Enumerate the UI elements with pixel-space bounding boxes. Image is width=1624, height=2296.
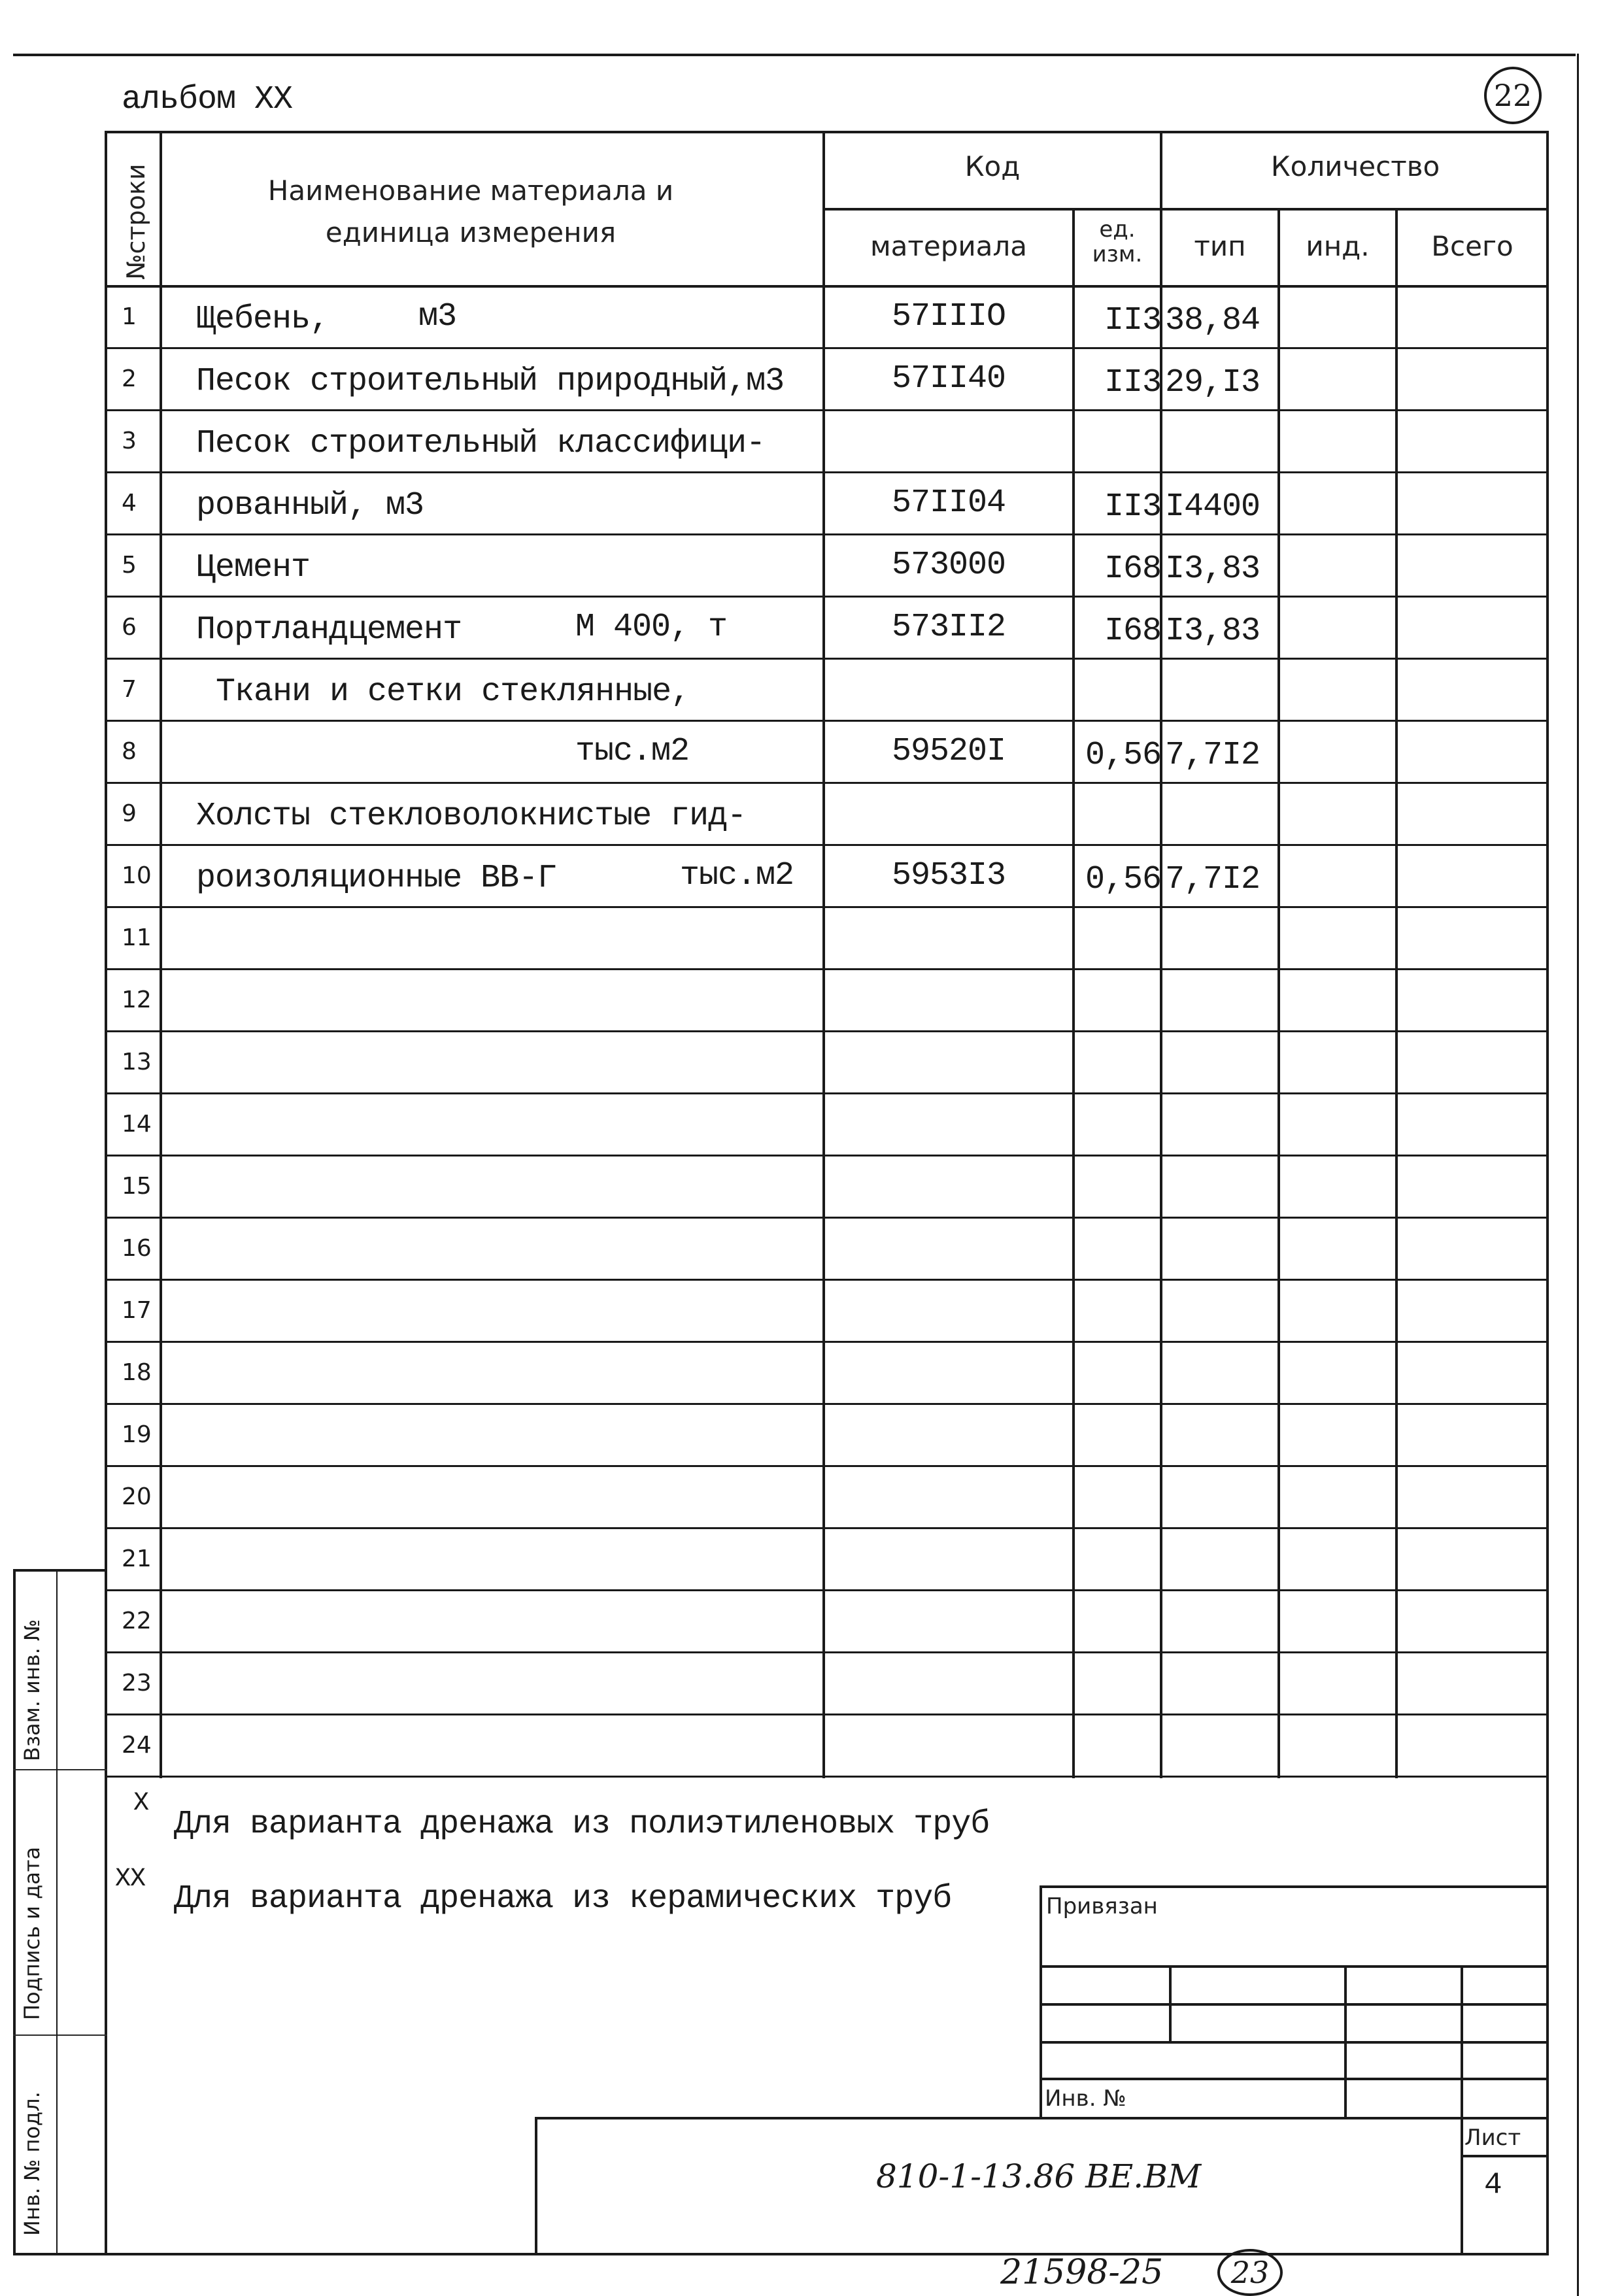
row-divider xyxy=(105,596,1549,598)
row-material-name: Цемент xyxy=(196,549,311,586)
footnote-1-mark: Х xyxy=(133,1789,149,1818)
title-block-left xyxy=(535,2117,537,2254)
header-qty-total: Всего xyxy=(1431,230,1514,262)
row-divider xyxy=(105,1527,1549,1529)
row-number: 11 xyxy=(122,924,152,951)
row-number: 12 xyxy=(122,987,152,1013)
stamp-col-3 xyxy=(1461,1965,1463,2117)
header-qty-ind: инд. xyxy=(1306,230,1370,262)
page-circle-top xyxy=(1484,67,1542,124)
stamp-col-2 xyxy=(1344,1965,1347,2117)
page-circle-number: 22 xyxy=(1493,78,1532,113)
row-divider xyxy=(105,471,1549,473)
col-line-unit xyxy=(1072,209,1075,1778)
row-number: 24 xyxy=(122,1732,152,1759)
title-block-top xyxy=(535,2117,1549,2119)
row-number: 21 xyxy=(122,1545,152,1572)
stamp-left-line xyxy=(1040,1885,1042,2117)
row-number: 16 xyxy=(122,1235,152,1262)
row-code-unit: II3 xyxy=(1104,364,1161,401)
row-code-material: 57II04 xyxy=(891,484,1006,522)
bottom-circle xyxy=(1217,2249,1283,2296)
row-material-name: рованный, м3 xyxy=(196,487,424,524)
row-number: 15 xyxy=(122,1173,152,1200)
sheet-number: 4 xyxy=(1484,2168,1502,2202)
header-subline xyxy=(822,208,1549,211)
row-number: 6 xyxy=(122,614,137,641)
document-code: 810-1-13.86 ВЕ.ВМ xyxy=(876,2157,1202,2195)
row-material-name: роизоляционные ВВ-Г xyxy=(196,860,557,897)
row-number: 20 xyxy=(122,1483,152,1510)
row-divider xyxy=(105,1776,1549,1778)
sheet-label: Лист xyxy=(1464,2125,1521,2151)
stamp-bound-label: Привязан xyxy=(1046,1893,1158,1919)
row-material-name: Ткани и сетки стеклянные, xyxy=(216,673,690,711)
row-number: 23 xyxy=(122,1670,152,1697)
row-code-material: 573000 xyxy=(891,547,1006,584)
table-top-border xyxy=(105,131,1549,133)
row-qty-type: I3,83 xyxy=(1165,613,1260,650)
footnote-1-text: Для варианта дренажа из полиэтиленовых труб xyxy=(174,1806,990,1843)
stamp-col-1 xyxy=(1169,1965,1172,2044)
header-qty-type: тип xyxy=(1194,230,1246,262)
row-qty-type: I4400 xyxy=(1165,488,1260,526)
row-number: 3 xyxy=(122,428,137,454)
row-divider xyxy=(105,1092,1549,1094)
row-divider xyxy=(105,1589,1549,1591)
row-divider xyxy=(105,1155,1549,1156)
side-label-sign-date: Подпись и дата xyxy=(20,1846,44,2020)
stamp-line-4 xyxy=(1040,2078,1549,2080)
row-code-material: 57IIIO xyxy=(891,298,1006,335)
row-number: 1 xyxy=(122,303,137,330)
row-number: 10 xyxy=(122,862,152,889)
row-code-material: 59520I xyxy=(891,733,1006,770)
side-margin-outer xyxy=(13,1569,16,2255)
stamp-line-3 xyxy=(1040,2041,1549,2044)
row-divider xyxy=(105,1341,1549,1343)
col-line-ind xyxy=(1277,209,1280,1778)
side-label-orig-inv: Инв. № подл. xyxy=(20,2091,44,2236)
row-number: 8 xyxy=(122,738,137,765)
row-divider xyxy=(105,1465,1549,1467)
stamp-top-line xyxy=(1040,1885,1549,1888)
row-number: 17 xyxy=(122,1297,152,1324)
side-margin-mid xyxy=(56,1569,58,2255)
sheet-col-left xyxy=(1461,2117,1463,2254)
row-material-name: Песок строительный классифици- xyxy=(196,425,766,462)
row-divider xyxy=(105,533,1549,535)
row-number: 5 xyxy=(122,552,137,579)
row-number: 19 xyxy=(122,1421,152,1448)
row-code-unit: II3 xyxy=(1104,488,1161,526)
header-row-no: №строки xyxy=(122,163,150,280)
row-divider xyxy=(105,1403,1549,1405)
row-divider xyxy=(105,658,1549,660)
stamp-line-2 xyxy=(1040,2003,1549,2006)
side-margin-div-2 xyxy=(13,2034,107,2036)
row-unit-note: тыс.м2 xyxy=(680,857,794,894)
header-code-unit: ед. изм. xyxy=(1092,216,1143,267)
row-number: 2 xyxy=(122,365,137,392)
row-number: 13 xyxy=(122,1049,152,1075)
album-label: альбом ХХ xyxy=(122,81,293,118)
row-unit-note: м3 xyxy=(418,298,457,335)
row-divider xyxy=(105,1651,1549,1653)
row-material-name: Портландцемент xyxy=(196,611,462,649)
footnote-2-mark: ХХ xyxy=(115,1865,146,1894)
row-number: 18 xyxy=(122,1359,152,1386)
page-right-edge xyxy=(1577,54,1579,2296)
stamp-line-1 xyxy=(1040,1965,1549,1968)
row-qty-type: 38,84 xyxy=(1165,302,1260,339)
row-divider xyxy=(105,1030,1549,1032)
row-divider xyxy=(105,844,1549,846)
row-divider xyxy=(105,1714,1549,1715)
row-code-material: 5953I3 xyxy=(891,857,1006,894)
row-number: 22 xyxy=(122,1608,152,1634)
footnote-2-text: Для варианта дренажа из керамических труб xyxy=(174,1880,952,1917)
side-label-replace-inv: Взам. инв. № xyxy=(20,1619,44,1761)
row-divider xyxy=(105,409,1549,411)
row-qty-type: 29,I3 xyxy=(1165,364,1260,401)
header-bottom-line xyxy=(105,285,1549,288)
row-qty-type: 7,7I2 xyxy=(1165,737,1260,774)
row-code-unit: 0,56 xyxy=(1085,861,1161,898)
row-divider xyxy=(105,347,1549,349)
row-code-material: 57II40 xyxy=(891,360,1006,397)
row-unit-note: тыс.м2 xyxy=(575,733,690,770)
row-divider xyxy=(105,1279,1549,1281)
bottom-handwritten-number: 21598-25 xyxy=(1000,2253,1164,2292)
col-line-total xyxy=(1395,209,1398,1778)
row-divider xyxy=(105,1217,1549,1219)
row-number: 14 xyxy=(122,1111,152,1138)
row-qty-type: I3,83 xyxy=(1165,550,1260,588)
row-material-name: Щебень, xyxy=(196,301,330,338)
stamp-inv-label: Инв. № xyxy=(1045,2085,1126,2112)
row-number: 9 xyxy=(122,800,137,827)
bottom-circle-number: 23 xyxy=(1230,2255,1270,2290)
top-border xyxy=(13,54,1576,56)
side-margin-top xyxy=(13,1569,107,1572)
side-margin-div-1 xyxy=(13,1769,107,1770)
row-number: 7 xyxy=(122,676,137,703)
row-code-unit: II3 xyxy=(1104,302,1161,339)
header-code-group: Код xyxy=(964,150,1021,182)
row-qty-type: 7,7I2 xyxy=(1165,861,1260,898)
frame-right-border xyxy=(1546,131,1549,2255)
row-divider xyxy=(105,906,1549,908)
header-qty-group: Количество xyxy=(1270,150,1440,182)
row-unit-note: М 400, т xyxy=(575,609,728,646)
row-code-unit: I68 xyxy=(1104,613,1161,650)
header-code-material: материала xyxy=(870,230,1027,262)
row-divider xyxy=(105,782,1549,784)
row-code-material: 573II2 xyxy=(891,609,1006,646)
row-divider xyxy=(105,720,1549,722)
row-code-unit: 0,56 xyxy=(1085,737,1161,774)
sheet-label-line xyxy=(1461,2155,1549,2157)
side-margin-inner xyxy=(105,1569,107,2255)
header-material-name: Наименование материала и единица измерения xyxy=(267,175,674,248)
row-material-name: Холсты стекловолокнистые гид- xyxy=(196,798,747,835)
row-divider xyxy=(105,968,1549,970)
row-number: 4 xyxy=(122,490,137,516)
row-material-name: Песок строительный природный,м3 xyxy=(196,363,785,400)
frame-bottom-border xyxy=(13,2253,1549,2255)
row-code-unit: I68 xyxy=(1104,550,1161,588)
